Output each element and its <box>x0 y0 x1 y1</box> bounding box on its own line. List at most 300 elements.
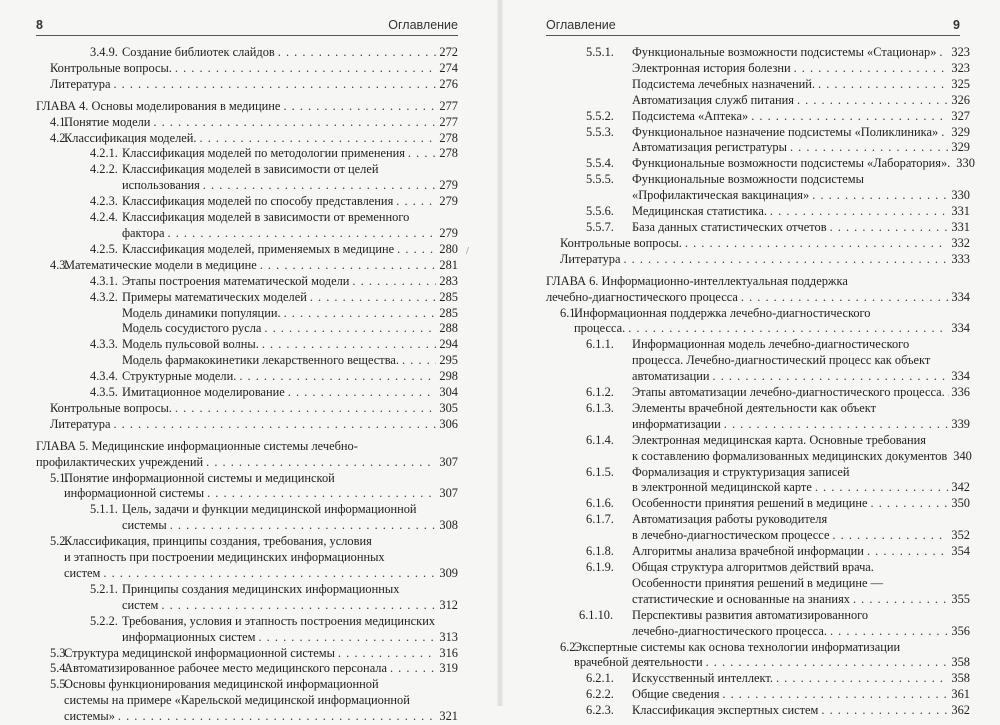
toc-entry[interactable] <box>546 172 970 204</box>
toc-entry[interactable] <box>36 306 458 322</box>
toc-entry-last-line <box>122 194 458 210</box>
toc-entry-text: фактора <box>122 225 165 240</box>
toc-entry-number: 4.3.1. <box>90 273 118 288</box>
toc-page-number: 326 <box>951 92 970 107</box>
toc-entry-number: 5.5.5. <box>586 172 614 187</box>
toc-entry-text: Автоматизация служб питания <box>632 92 794 107</box>
toc-entry-number: 4.1. <box>50 114 69 129</box>
toc-entry[interactable] <box>546 608 970 640</box>
toc-page-number: 334 <box>951 369 970 384</box>
toc-page-number: 278 <box>439 146 458 161</box>
toc-entry-text: Информационная поддержка лечебно-диагностического <box>574 305 871 320</box>
toc-page-number: 333 <box>951 251 970 266</box>
toc-entry[interactable] <box>546 433 970 465</box>
toc-entry-last-line <box>632 687 970 703</box>
toc-entry-number: 4.3.4. <box>90 369 118 384</box>
toc-entry-text: Общие сведения <box>632 687 720 702</box>
toc-entry[interactable] <box>546 687 970 703</box>
toc-entry[interactable] <box>546 465 970 497</box>
toc-entry[interactable] <box>36 337 458 353</box>
toc-entry-text: Классификация моделей, применяемых в медицине <box>122 241 395 256</box>
toc-entry-last-line <box>50 61 458 77</box>
toc-chapter-entry[interactable] <box>36 439 458 471</box>
toc-entry-text: Контрольные вопросы. <box>50 400 172 415</box>
toc-page-number: 336 <box>951 385 970 400</box>
right-toc <box>546 45 975 719</box>
toc-page-number: 279 <box>439 194 458 209</box>
toc-entry[interactable] <box>36 77 458 93</box>
toc-entry[interactable] <box>36 146 458 162</box>
toc-entry[interactable] <box>36 242 458 258</box>
toc-entry-last-line <box>64 566 458 582</box>
toc-leader-dots <box>239 369 436 385</box>
toc-page-number: 294 <box>439 337 458 352</box>
toc-leader-dots <box>170 518 437 534</box>
toc-entry-text: Классификация моделей в зависимости от временного <box>122 210 410 225</box>
toc-entry[interactable] <box>36 290 458 306</box>
toc-entry-text: Цель, задачи и функции медицинской информационной <box>122 502 417 517</box>
toc-entry-text: процесса. <box>574 321 626 336</box>
toc-entry-text: в лечебно-диагностическом процессе <box>632 528 830 543</box>
toc-entry[interactable] <box>36 353 458 369</box>
toc-entry-number: 5.5.6. <box>586 204 614 219</box>
toc-entry-last-line <box>560 252 970 268</box>
toc-entry-text: Функциональные возможности подсистемы «Лаборатория». <box>632 156 951 171</box>
toc-entry-line <box>632 608 970 624</box>
toc-page-number: 281 <box>439 257 458 272</box>
toc-page-number: 334 <box>951 321 970 336</box>
toc-entry-last-line <box>122 178 458 194</box>
toc-entry-text: Функциональные возможности подсистемы «Стационар» <box>632 45 937 59</box>
toc-entry[interactable] <box>36 385 458 401</box>
toc-entry-number: 5.2.2. <box>90 613 118 628</box>
header-rule <box>36 35 458 36</box>
toc-entry-last-line <box>122 337 458 353</box>
left-running-header <box>36 16 458 36</box>
toc-page-number: 279 <box>439 225 458 240</box>
toc-page-number: 308 <box>439 518 458 533</box>
toc-leader-dots <box>118 709 437 725</box>
toc-entry-last-line <box>632 109 970 125</box>
toc-leader-dots <box>794 61 949 77</box>
toc-entry-text: системы на примере «Карельской медицинской информационной <box>64 693 410 708</box>
toc-leader-dots <box>258 630 436 646</box>
toc-page-number: 358 <box>951 671 970 686</box>
right-page <box>502 0 1000 718</box>
toc-leader-dots <box>278 45 437 61</box>
toc-leader-dots <box>390 661 436 677</box>
toc-leader-dots <box>790 140 948 156</box>
toc-entry-text: Медицинская статистика. <box>632 204 767 219</box>
toc-entry[interactable] <box>546 496 970 512</box>
toc-entry-number: 6.2.2. <box>586 687 614 702</box>
toc-leader-dots <box>713 369 949 385</box>
toc-entry-text: Информационная модель лечебно-диагностического <box>632 337 910 352</box>
toc-leader-dots <box>941 125 948 141</box>
toc-page-number: 331 <box>951 219 970 234</box>
toc-entry-number: 6.1.3. <box>586 400 614 415</box>
toc-entry-last-line <box>64 258 458 274</box>
toc-entry-text: систем <box>122 597 159 612</box>
toc-entry-text: Электронная медицинская карта. Основные требования <box>632 432 926 447</box>
toc-leader-dots <box>206 455 436 471</box>
toc-entry[interactable] <box>36 582 458 614</box>
toc-entry[interactable] <box>36 471 458 503</box>
toc-entry-number: 6.1.9. <box>586 560 614 574</box>
toc-entry-last-line <box>36 455 458 471</box>
toc-entry-last-line <box>50 417 458 433</box>
toc-entry[interactable] <box>546 544 970 560</box>
toc-entry[interactable] <box>546 93 970 109</box>
toc-page-number: 298 <box>439 369 458 384</box>
toc-entry[interactable] <box>546 512 970 544</box>
toc-entry-number: 5.5.2. <box>586 108 614 123</box>
toc-entry-text: Литература <box>50 76 111 91</box>
toc-leader-dots <box>402 353 436 369</box>
toc-leader-dots <box>103 566 436 582</box>
toc-entry[interactable] <box>36 661 458 677</box>
toc-entry-text: Классификация экспертных систем <box>632 703 819 718</box>
toc-leader-dots <box>153 115 436 131</box>
toc-entry-number: 6.1. <box>560 305 579 320</box>
toc-entry[interactable] <box>546 252 970 268</box>
left-page <box>0 0 498 724</box>
toc-entry-text: ГЛАВА 6. Информационно-интеллектуальная поддержка <box>546 273 848 288</box>
toc-entry-last-line <box>36 99 458 115</box>
toc-leader-dots <box>871 496 949 512</box>
toc-page-number: 330 <box>951 188 970 203</box>
toc-page-number: 309 <box>439 566 458 580</box>
toc-leader-dots <box>264 321 436 337</box>
toc-leader-dots <box>948 385 949 401</box>
toc-entry[interactable] <box>36 417 458 433</box>
toc-entry-last-line <box>632 45 970 61</box>
toc-entry[interactable] <box>546 45 970 61</box>
toc-page-number: 288 <box>439 321 458 336</box>
toc-entry-last-line <box>122 369 458 385</box>
toc-entry-text: Автоматизация регистратуры <box>632 140 787 155</box>
toc-entry-number: 6.1.7. <box>586 512 614 527</box>
toc-entry-line <box>64 534 458 550</box>
toc-entry-line <box>632 353 970 369</box>
toc-entry-text: Модель сосудистого русла <box>122 321 262 336</box>
toc-page-number: 306 <box>439 416 458 431</box>
toc-entry-text: Общая структура алгоритмов действий врача. <box>632 560 874 574</box>
toc-entry-number: 5.3. <box>50 645 69 660</box>
toc-leader-dots <box>352 274 436 290</box>
toc-entry[interactable] <box>546 671 970 687</box>
toc-entry[interactable] <box>36 210 458 242</box>
toc-leader-dots <box>161 598 436 614</box>
toc-entry-text: процесса. Лечебно-диагностический процесс как объект <box>632 353 931 368</box>
toc-entry-last-line <box>632 93 970 109</box>
toc-entry-text: врачебной деятельности <box>574 655 703 670</box>
toc-entry[interactable] <box>36 677 458 725</box>
toc-entry-text: «Профилактическая вакцинация» <box>632 188 810 203</box>
toc-page-number: 278 <box>439 130 458 145</box>
toc-entry[interactable] <box>36 321 458 337</box>
toc-page-number: 319 <box>439 661 458 676</box>
toc-entry-line <box>64 677 458 693</box>
toc-entry-text: Понятие модели <box>64 114 151 129</box>
toc-entry-number: 4.3.3. <box>90 337 118 352</box>
toc-entry-line <box>632 401 970 417</box>
toc-page-number: 334 <box>951 289 970 304</box>
toc-entry-last-line <box>122 598 458 614</box>
toc-entry-last-line <box>632 624 970 640</box>
toc-entry-text: Этапы построения математической модели <box>122 273 350 288</box>
toc-entry-number: 6.1.2. <box>586 385 614 400</box>
toc-entry[interactable] <box>36 614 458 646</box>
toc-entry-text: Структурные модели. <box>122 369 237 384</box>
toc-entry-text: Электронная история болезни <box>632 60 791 75</box>
toc-entry-text: Модель фармакокинетики лекарственного вещества. <box>122 353 399 368</box>
toc-leader-dots <box>288 385 437 401</box>
toc-entry-text: статистические и основанные на знаниях <box>632 591 850 606</box>
toc-entry-text: Классификация моделей по методологии применения <box>122 146 405 161</box>
toc-leader-dots <box>207 486 436 502</box>
toc-entry-number: 5.2. <box>50 534 69 549</box>
toc-entry-number: 6.1.10. <box>579 607 614 622</box>
toc-leader-dots <box>797 93 948 109</box>
toc-entry-last-line <box>122 146 458 162</box>
toc-page-number: 274 <box>439 60 458 75</box>
toc-entry-text: ГЛАВА 4. Основы моделирования в медицине <box>36 98 281 113</box>
toc-page-number: 305 <box>439 400 458 415</box>
toc-entry-last-line <box>632 140 970 156</box>
toc-entry[interactable] <box>546 109 970 125</box>
toc-entry-number: 4.3. <box>50 257 69 272</box>
toc-entry-last-line <box>64 661 458 677</box>
toc-entry[interactable] <box>36 194 458 210</box>
toc-entry-last-line <box>632 544 970 560</box>
toc-entry-text: информационной системы <box>64 486 205 501</box>
toc-entry-last-line <box>632 204 970 220</box>
toc-entry-line <box>122 614 458 630</box>
toc-entry[interactable] <box>36 61 458 77</box>
toc-entry[interactable] <box>546 156 975 172</box>
toc-entry-number: 5.1.1. <box>90 502 118 517</box>
toc-entry-text: Создание библиотек слайдов <box>122 45 275 59</box>
toc-entry-text: Функциональное назначение подсистемы «Поликлиника» <box>632 124 939 139</box>
toc-entry-number: 4.2.2. <box>90 162 118 177</box>
toc-entry-last-line <box>632 592 970 608</box>
toc-page-number: 316 <box>439 645 458 660</box>
toc-page-number: 323 <box>951 45 970 59</box>
toc-leader-dots <box>706 655 949 671</box>
toc-leader-dots <box>168 226 437 242</box>
toc-entry-text: Математические модели в медицине <box>64 257 257 272</box>
toc-entry[interactable] <box>546 640 970 672</box>
toc-leader-dots <box>262 337 437 353</box>
toc-entry-text: информатизации <box>632 416 721 431</box>
toc-entry-text: в электронной медицинской карте <box>632 480 812 495</box>
toc-entry[interactable] <box>546 204 970 220</box>
toc-entry[interactable] <box>36 646 458 662</box>
toc-chapter-entry[interactable] <box>36 99 458 115</box>
toc-page-number: 276 <box>439 76 458 91</box>
toc-entry[interactable] <box>36 534 458 582</box>
toc-entry-last-line <box>632 77 970 93</box>
left-toc <box>36 45 458 725</box>
toc-entry-number: 4.2.1. <box>90 146 118 161</box>
toc-entry-last-line <box>122 242 458 258</box>
toc-entry-text: Литература <box>560 251 621 266</box>
toc-entry-last-line <box>632 480 970 496</box>
toc-entry-line <box>36 439 458 455</box>
toc-page-number: 321 <box>439 709 458 724</box>
toc-entry[interactable] <box>36 115 458 131</box>
toc-leader-dots <box>203 178 437 194</box>
toc-entry-line <box>632 433 970 449</box>
toc-page-number: 327 <box>951 108 970 123</box>
toc-entry-number: 4.2.3. <box>90 194 118 209</box>
toc-entry-line <box>632 337 970 353</box>
toc-entry-text: Экспертные системы как основа технологии информатизации <box>574 639 901 654</box>
toc-entry-text: Перспективы развития автоматизированного <box>632 607 869 622</box>
toc-entry[interactable] <box>36 162 458 194</box>
toc-leader-dots <box>830 624 948 640</box>
toc-page-number: 304 <box>439 385 458 400</box>
toc-entry[interactable] <box>36 502 458 534</box>
toc-entry-text: Основы функционирования медицинской информационной <box>64 677 379 692</box>
toc-entry-text: лечебно-диагностического процесса. <box>632 623 827 638</box>
toc-page-number: 358 <box>951 655 970 670</box>
toc-page-number: 352 <box>951 528 970 543</box>
toc-entry[interactable] <box>546 236 970 252</box>
margin-mark: / <box>466 246 469 257</box>
toc-entry[interactable] <box>36 274 458 290</box>
toc-entry-text: Искусственный интеллект. <box>632 671 773 686</box>
toc-leader-dots <box>853 592 948 608</box>
toc-entry-last-line <box>632 369 970 385</box>
left-header-title: Оглавление <box>388 18 458 32</box>
right-page-number: 9 <box>953 18 960 32</box>
toc-page-number: 280 <box>439 241 458 256</box>
toc-entry-text: автоматизации <box>632 369 710 384</box>
toc-entry-last-line <box>574 321 970 337</box>
toc-leader-dots <box>830 220 949 236</box>
toc-entry-number: 4.3.2. <box>90 289 118 304</box>
toc-entry-last-line <box>122 518 458 534</box>
toc-entry-line <box>122 502 458 518</box>
toc-entry-text: База данных статистических отчетов <box>632 219 827 234</box>
toc-entry-text: Автоматизация работы руководителя <box>632 512 828 527</box>
toc-entry-text: Этапы автоматизации лечебно-диагностического процесса. <box>632 385 945 400</box>
toc-leader-dots <box>175 61 437 77</box>
toc-entry-text: Особенности принятия решений в медицине <box>632 496 868 511</box>
toc-page-number: 331 <box>951 204 970 219</box>
toc-entry-text: Классификация моделей. <box>64 130 197 145</box>
toc-entry[interactable] <box>546 125 970 141</box>
toc-leader-dots <box>722 687 948 703</box>
toc-entry-line <box>574 306 970 322</box>
toc-leader-dots <box>812 188 948 204</box>
toc-entry-text: Функциональные возможности подсистемы <box>632 172 864 187</box>
toc-entry-line <box>632 576 970 592</box>
toc-entry[interactable] <box>36 369 458 385</box>
toc-leader-dots <box>397 242 436 258</box>
toc-entry-text: Модель динамики популяции. <box>122 305 281 320</box>
toc-page-number: 307 <box>439 486 458 501</box>
toc-page-number: 354 <box>951 544 970 559</box>
toc-entry[interactable] <box>546 401 970 433</box>
toc-entry[interactable] <box>546 337 970 385</box>
toc-page-number: 362 <box>951 703 970 718</box>
toc-entry-text: Алгоритмы анализа врачебной информации <box>632 544 864 559</box>
toc-entry[interactable] <box>546 306 970 338</box>
toc-leader-dots <box>113 417 436 433</box>
toc-entry-text: систем <box>64 566 101 580</box>
toc-entry-number: 4.3.5. <box>90 385 118 400</box>
toc-leader-dots <box>685 236 949 252</box>
toc-entry-number: 5.5.3. <box>586 124 614 139</box>
toc-entry-text: Контрольные вопросы. <box>560 235 682 250</box>
toc-entry-last-line <box>64 486 458 502</box>
toc-leader-dots <box>628 321 948 337</box>
toc-page-number: 323 <box>951 60 970 75</box>
toc-entry-text: Понятие информационной системы и медицинской <box>64 470 335 485</box>
toc-entry[interactable] <box>36 131 458 147</box>
toc-entry-last-line <box>546 290 970 306</box>
toc-page-number: 361 <box>951 687 970 702</box>
toc-entry-text: Литература <box>50 416 111 431</box>
toc-entry-line <box>122 582 458 598</box>
toc-entry-text: Особенности принятия решений в медицине — <box>632 575 883 590</box>
toc-page-number: 285 <box>439 289 458 304</box>
toc-entry-last-line <box>632 496 970 512</box>
toc-entry-text: информационных систем <box>122 629 256 644</box>
toc-entry-number: 4.2.4. <box>90 210 118 225</box>
toc-entry[interactable] <box>546 77 970 93</box>
toc-entry[interactable] <box>36 258 458 274</box>
toc-leader-dots <box>867 544 948 560</box>
toc-entry-text: Структура медицинской информационной системы <box>64 645 335 660</box>
toc-leader-dots <box>751 109 948 125</box>
toc-entry-text: Примеры математических моделей <box>122 289 307 304</box>
right-header-title: Оглавление <box>546 18 616 32</box>
toc-entry-line <box>122 162 458 178</box>
toc-page-number: 356 <box>951 623 970 638</box>
toc-entry-text: лечебно-диагностического процесса <box>546 289 738 304</box>
toc-leader-dots <box>283 99 436 115</box>
toc-entry[interactable] <box>546 61 970 77</box>
toc-entry-text: системы» <box>64 709 115 724</box>
toc-leader-dots <box>623 252 948 268</box>
toc-entry[interactable] <box>546 220 970 236</box>
toc-page-number: 277 <box>439 114 458 129</box>
toc-entry-last-line <box>50 401 458 417</box>
toc-entry-number: 6.2. <box>560 639 579 654</box>
toc-entry-text: профилактических учреждений <box>36 454 204 469</box>
toc-leader-dots <box>741 290 949 306</box>
toc-entry[interactable] <box>546 385 970 401</box>
toc-leader-dots <box>770 204 948 220</box>
toc-entry-text: Классификация моделей по способу представления <box>122 194 394 209</box>
toc-entry[interactable] <box>546 560 970 608</box>
toc-entry[interactable] <box>36 401 458 417</box>
toc-entry-last-line <box>632 417 970 433</box>
toc-entry-number: 5.2.1. <box>90 581 118 596</box>
toc-leader-dots <box>200 131 437 147</box>
toc-chapter-entry[interactable] <box>546 274 970 306</box>
toc-entry-text: ГЛАВА 5. Медицинские информационные системы лечебно- <box>36 438 358 453</box>
toc-entry-text: Формализация и структуризация записей <box>632 464 850 479</box>
toc-leader-dots <box>776 671 948 687</box>
toc-entry-last-line <box>632 528 970 544</box>
toc-entry[interactable] <box>546 140 970 156</box>
toc-entry[interactable] <box>36 45 458 61</box>
